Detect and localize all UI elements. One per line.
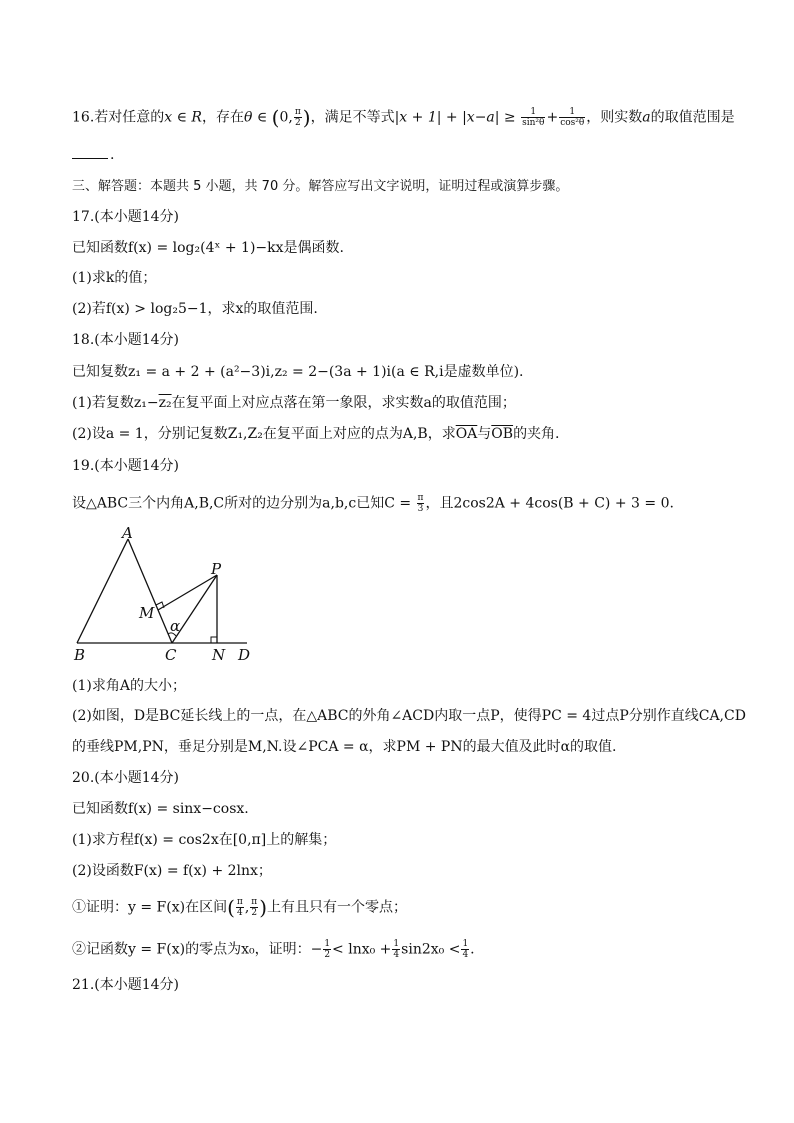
q16-pi-over-2 bbox=[294, 107, 302, 128]
q19-part-2-line-2: 的垂线PM,PN，垂足分别是M,N.设∠PCA = α，求PM + PN的最大值及此时α的取值. bbox=[72, 739, 617, 755]
q18-part-2 bbox=[72, 425, 560, 443]
label-alpha: α bbox=[170, 617, 181, 635]
section-3-heading: 三、解答题：本题共 5 小题，共 70 分。解答应写出文字说明，证明过程或演算步骤。 bbox=[72, 179, 569, 194]
q16-zero: 0, bbox=[279, 109, 293, 126]
q20-s1-text: 上有且只有一个零点； bbox=[267, 899, 407, 916]
frac-den: 4 bbox=[462, 950, 469, 960]
frac-den: sin²θ bbox=[522, 118, 545, 128]
segment-pm bbox=[158, 575, 217, 610]
q19-part-1: (1)求角A的大小； bbox=[72, 678, 186, 694]
q17-heading: 17.(本小题14分) bbox=[72, 209, 180, 225]
frac-num: π bbox=[251, 897, 258, 907]
q20-pi-over-2 bbox=[250, 897, 258, 918]
label-p: P bbox=[211, 560, 222, 578]
q20-open-paren: ( bbox=[227, 895, 235, 920]
q16-x-in-r: x ∈ R bbox=[164, 109, 202, 126]
frac-num: 1 bbox=[521, 107, 545, 118]
q18-p1-text: (1)若复数z₁− bbox=[72, 395, 159, 411]
q16-period: . bbox=[110, 147, 115, 163]
q20-s2-text: . bbox=[470, 941, 475, 958]
frac-num: 1 bbox=[559, 107, 585, 118]
q16-text: ，存在 bbox=[201, 109, 244, 126]
label-a: A bbox=[122, 527, 133, 542]
q16-text: 的取值范围是 bbox=[650, 109, 735, 126]
q21-heading: 21.(本小题14分) bbox=[72, 977, 180, 993]
q20-sub-2 bbox=[72, 939, 475, 960]
q16-one-over-sin2 bbox=[521, 107, 545, 128]
q19-heading: 19.(本小题14分) bbox=[72, 458, 180, 474]
side-ac bbox=[128, 539, 172, 643]
frac-den: 4 bbox=[236, 908, 243, 918]
q16-a: a bbox=[642, 109, 651, 126]
q17-stem: 已知函数f(x) = log₂(4ˣ + 1)−kx是偶函数. bbox=[72, 240, 344, 256]
q20-s2-text: < lnx₀ + bbox=[332, 941, 392, 958]
q20-s2-text: ②记函数y = F(x)的零点为x₀，证明：− bbox=[72, 941, 323, 958]
frac-num: 1 bbox=[462, 939, 469, 949]
frac-den: cos²θ bbox=[560, 118, 585, 128]
q16-inequality: |x + 1| + |x−a| ≥ bbox=[394, 109, 516, 126]
q20-part-2: (2)设函数F(x) = f(x) + 2lnx； bbox=[72, 863, 272, 879]
triangle-diagram bbox=[72, 527, 262, 665]
q18-stem: 已知复数z₁ = a + 2 + (a²−3)i,z₂ = 2−(3a + 1)i(a ∈ R,i是虚数单位). bbox=[72, 364, 524, 380]
q19-part-2-line-1: (2)如图，D是BC延长线上的一点，在△ABC的外角∠ACD内取一点P，使得PC = 4过点P分别作直线CA,CD bbox=[72, 708, 746, 724]
q16-theta: θ ∈ bbox=[243, 109, 268, 126]
q18-p2-text: 与 bbox=[477, 426, 492, 442]
q19-pi-over-3 bbox=[417, 493, 425, 514]
q20-close-paren: ) bbox=[259, 895, 267, 920]
q16-number: 16. bbox=[72, 109, 95, 126]
q20-one-half bbox=[323, 939, 331, 960]
answer-blank bbox=[72, 158, 108, 159]
q18-heading: 18.(本小题14分) bbox=[72, 332, 180, 348]
q16-text: 若对任意的 bbox=[94, 109, 165, 126]
q16-close-paren: ) bbox=[302, 105, 311, 130]
q18-p2-text: 的夹角. bbox=[513, 426, 560, 442]
frac-den: 4 bbox=[393, 950, 400, 960]
frac-den: 3 bbox=[417, 504, 424, 514]
q20-heading: 20.(本小题14分) bbox=[72, 770, 180, 786]
q19-stem bbox=[72, 493, 674, 514]
q20-s2-text: sin2x₀ < bbox=[401, 941, 461, 958]
frac-num: π bbox=[294, 107, 301, 117]
q18-p2-text: (2)设a = 1，分别记复数Z₁,Z₂在复平面上对应的点为A,B，求 bbox=[72, 426, 456, 442]
q16-answer-blank bbox=[72, 146, 114, 164]
q20-one-quarter bbox=[392, 939, 400, 960]
q19-stem-text: 设△ABC三个内角A,B,C所对的边分别为a,b,c已知C = bbox=[72, 495, 412, 512]
side-ab bbox=[77, 539, 128, 643]
frac-den: 2 bbox=[251, 908, 258, 918]
q20-stem: 已知函数f(x) = sinx−cosx. bbox=[72, 801, 249, 817]
vector-oa: $\overline{OA}$ bbox=[455, 426, 478, 442]
q20-pi-over-4 bbox=[236, 897, 244, 918]
label-n: N bbox=[212, 646, 226, 664]
frac-den: 2 bbox=[324, 950, 331, 960]
q16-plus: + bbox=[546, 109, 559, 126]
q18-z2-conjugate: z₂ bbox=[158, 395, 172, 411]
q20-part-1: (1)求方程f(x) = cos2x在[0,π]上的解集； bbox=[72, 832, 337, 848]
frac-num: 1 bbox=[324, 939, 331, 949]
q16-line bbox=[72, 107, 735, 128]
q20-s1-text: ①证明：y = F(x)在区间 bbox=[72, 899, 228, 916]
q16-open-paren: ( bbox=[271, 105, 280, 130]
q17-part-2: (2)若f(x) > log₂5−1，求x的取值范围. bbox=[72, 301, 318, 317]
q16-text: ，则实数 bbox=[586, 109, 643, 126]
frac-num: π bbox=[236, 897, 243, 907]
q20-one-quarter bbox=[461, 939, 469, 960]
q18-part-1 bbox=[72, 394, 516, 412]
label-m: M bbox=[139, 604, 155, 622]
frac-den: 2 bbox=[294, 118, 301, 128]
q18-p1-text: 在复平面上对应点落在第一象限，求实数a的取值范围； bbox=[171, 395, 516, 411]
frac-num: π bbox=[417, 493, 424, 503]
frac-num: 1 bbox=[393, 939, 400, 949]
q17-part-1: (1)求k的值； bbox=[72, 270, 157, 286]
label-d: D bbox=[238, 646, 251, 664]
vector-ob: $\overline{OB}$ bbox=[491, 426, 514, 442]
q16-one-over-cos2 bbox=[559, 107, 585, 128]
q19-stem-text: ，且2cos2A + 4cos(B + C) + 3 = 0. bbox=[425, 495, 674, 512]
right-angle-n bbox=[211, 637, 217, 643]
q16-text: ，满足不等式 bbox=[310, 109, 395, 126]
label-b: B bbox=[74, 646, 86, 664]
label-c: C bbox=[165, 646, 177, 664]
q20-sub-1: ①证明：y = F(x)在区间( $\frac{\pi}{4}$ , $\frac{\pi}{2}$ )上有且只有一个零点； bbox=[72, 895, 407, 920]
